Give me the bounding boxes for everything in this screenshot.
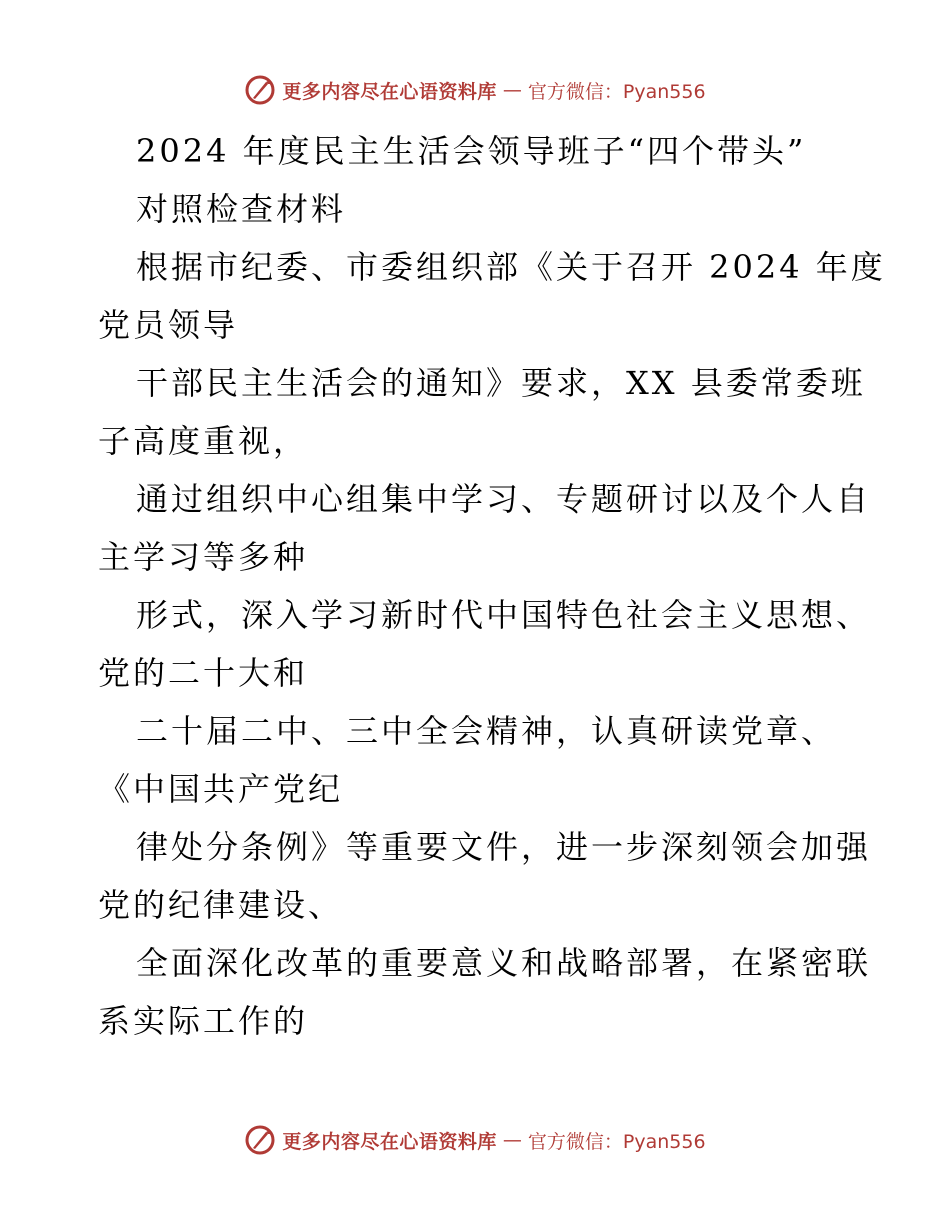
doc-line: 主学习等多种	[98, 538, 309, 576]
doc-line: 党员领导	[98, 306, 239, 344]
banner-title: 更多内容尽在心语资料库	[282, 80, 497, 103]
doc-line: 《中国共产党纪	[98, 770, 344, 808]
banner-contact: 官方微信：Pyan556	[527, 1130, 706, 1153]
footer-banner	[0, 1120, 950, 1160]
banner-contact: 官方微信：Pyan556	[527, 80, 706, 103]
document-body	[98, 122, 886, 1050]
header-banner	[0, 70, 950, 110]
banner-separator: —	[502, 1129, 522, 1151]
banner-title: 更多内容尽在心语资料库	[282, 1130, 497, 1153]
doc-line: 子高度重视，	[98, 422, 309, 460]
doc-line: 根据市纪委、市委组织部《关于召开 2024 年度	[136, 248, 886, 286]
banner-separator: —	[502, 79, 522, 101]
quill-circle-icon	[244, 74, 276, 106]
doc-line: 党的纪律建设、	[98, 886, 344, 924]
doc-line: 全面深化改革的重要意义和战略部署，在紧密联	[136, 944, 872, 982]
doc-line: 律处分条例》等重要文件，进一步深刻领会加强	[136, 828, 872, 866]
doc-line: 干部民主生活会的通知》要求，XX 县委常委班	[136, 364, 866, 402]
doc-line: 系实际工作的	[98, 1002, 309, 1040]
doc-line-title-2: 对照检查材料	[136, 190, 347, 228]
doc-line: 党的二十大和	[98, 654, 309, 692]
doc-line: 通过组织中心组集中学习、专题研讨以及个人自	[136, 480, 872, 518]
quill-circle-icon	[244, 1124, 276, 1156]
doc-line-title-1: 2024 年度民主生活会领导班子“四个带头”	[136, 132, 807, 170]
doc-line: 二十届二中、三中全会精神，认真研读党章、	[136, 712, 837, 750]
doc-line: 形式，深入学习新时代中国特色社会主义思想、	[136, 596, 872, 634]
